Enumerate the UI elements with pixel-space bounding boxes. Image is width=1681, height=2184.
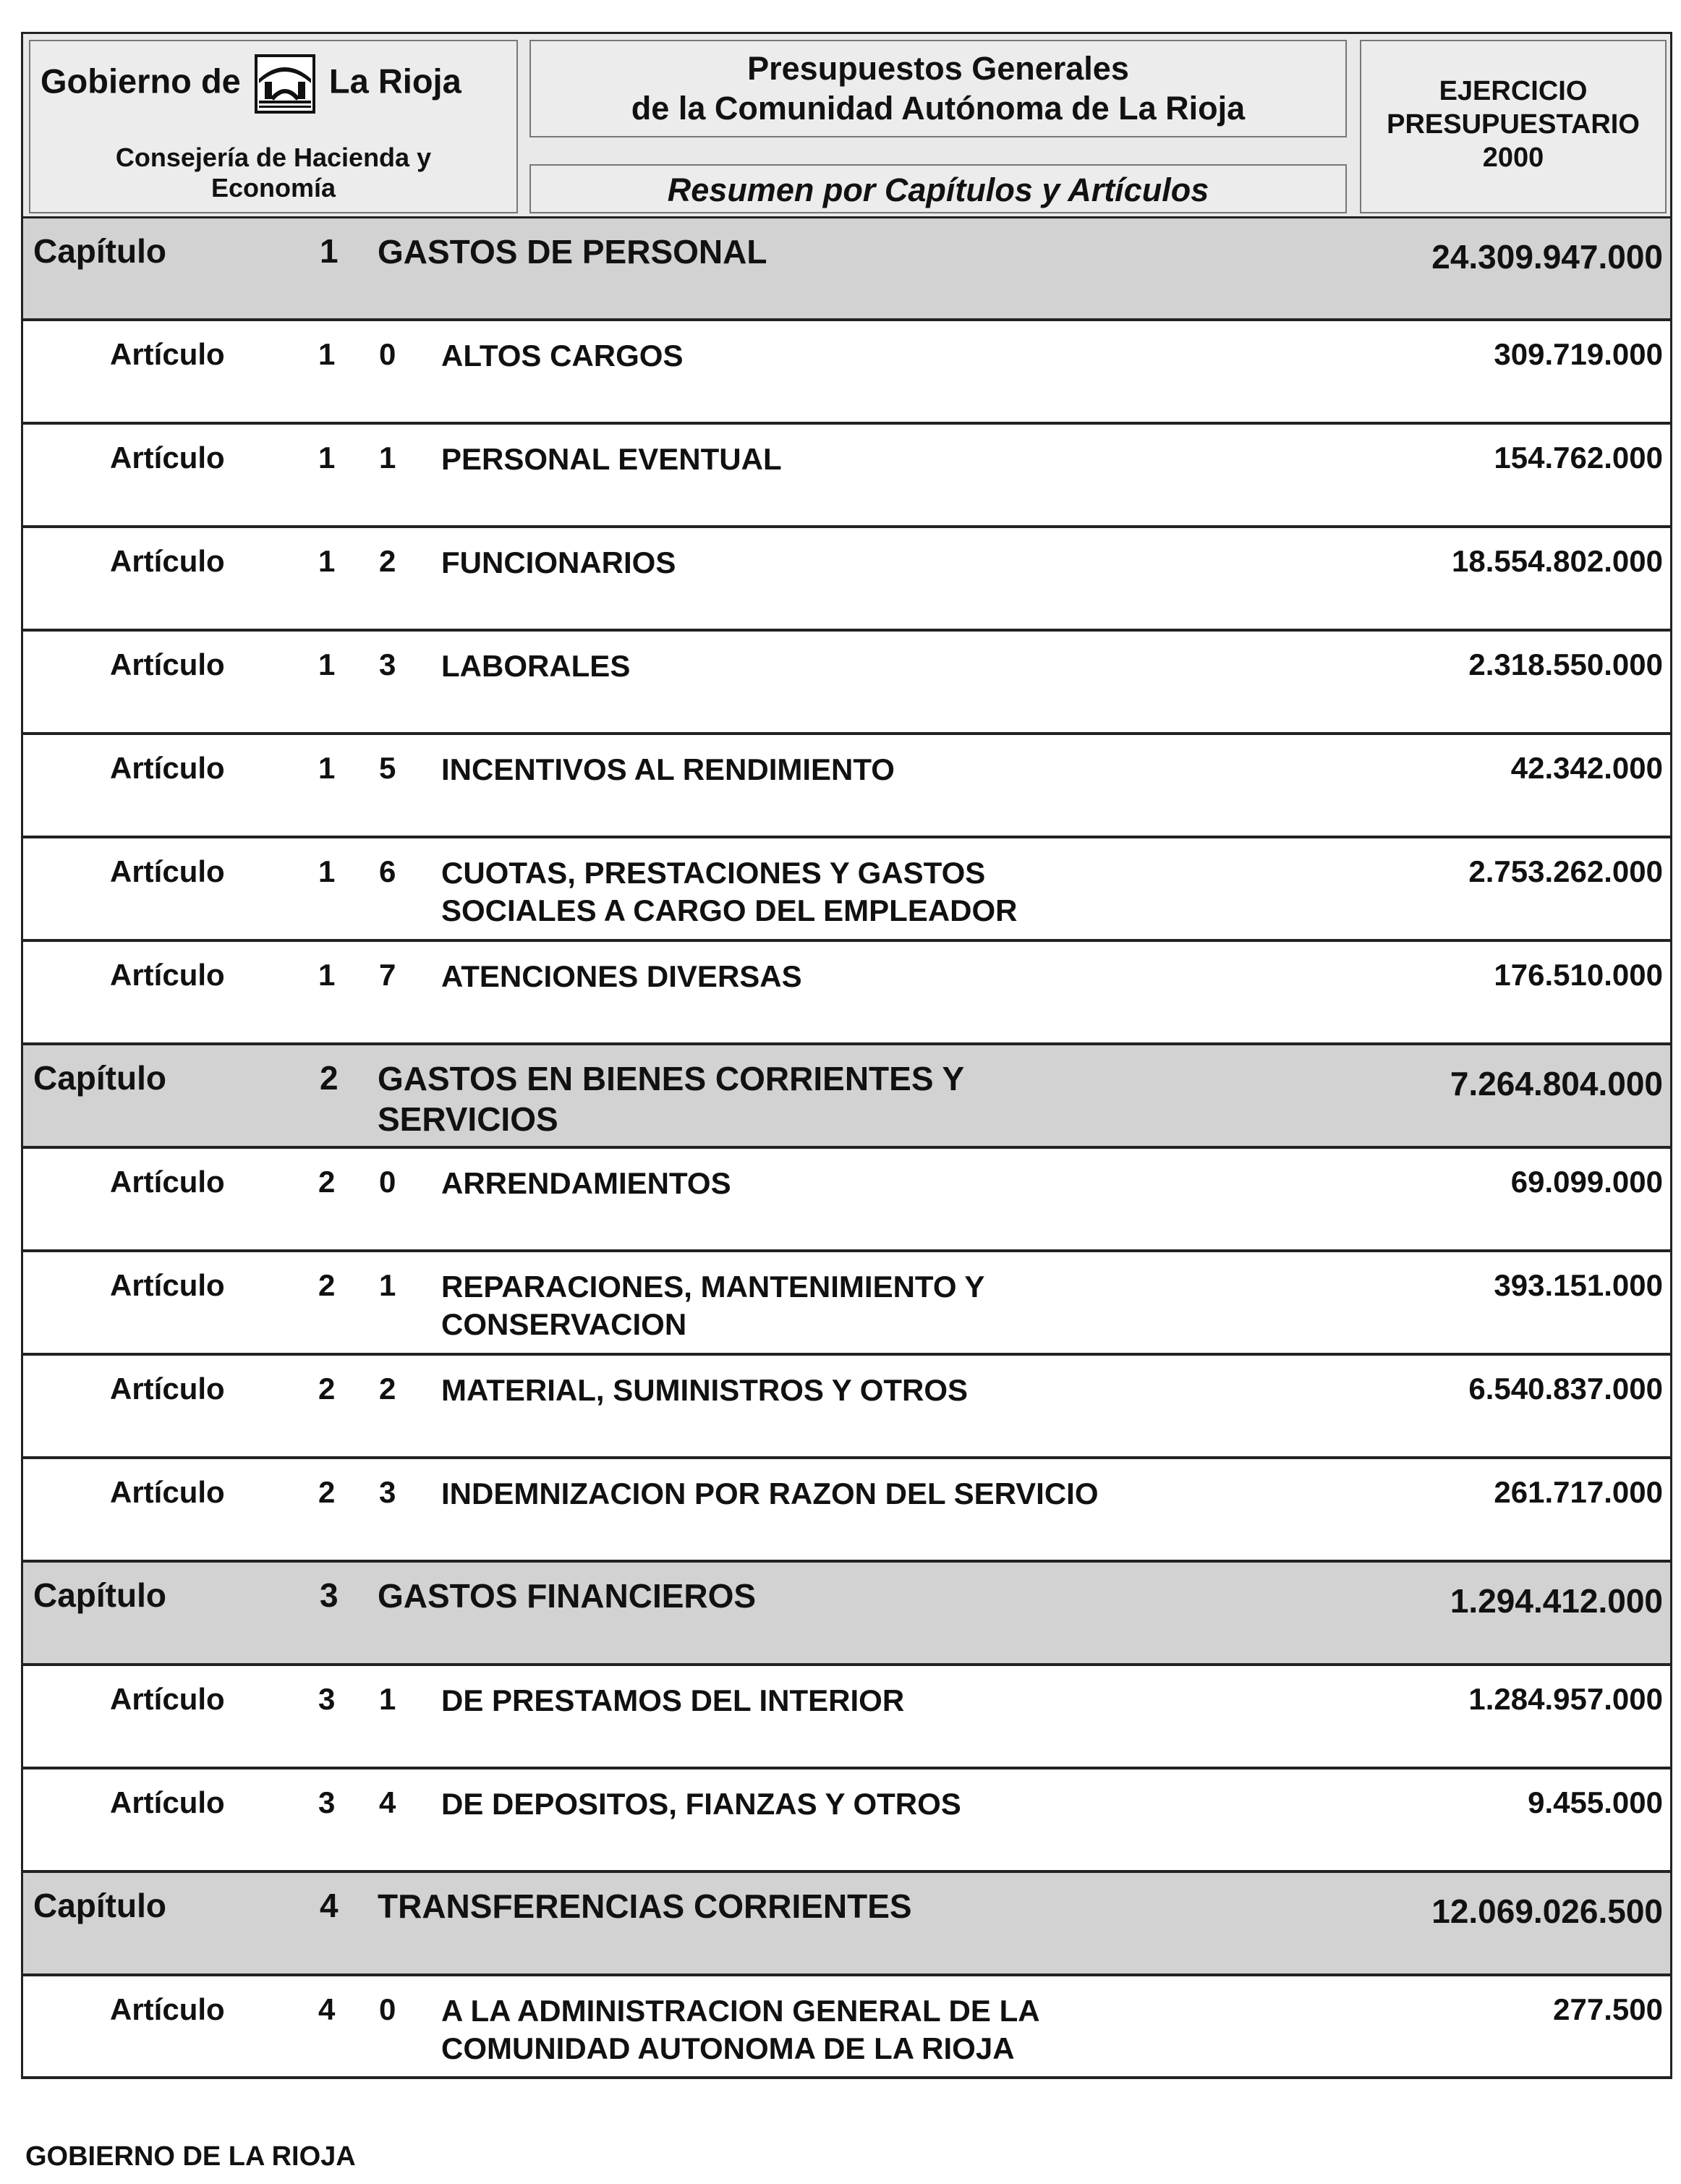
article-row	[21, 321, 1672, 425]
article-chapter-number: 2	[318, 1372, 336, 1406]
article-label: Artículo	[110, 1992, 225, 2026]
article-label: Artículo	[110, 441, 225, 475]
row-description: GASTOS DE PERSONAL	[378, 233, 767, 271]
consejeria	[30, 143, 516, 203]
article-label: Artículo	[110, 958, 225, 992]
article-number: 6	[379, 854, 396, 888]
row-amount: 69.099.000	[1510, 1165, 1663, 1199]
row-amount: 7.264.804.000	[1450, 1065, 1663, 1102]
consejeria-line2: Economía	[210, 173, 336, 203]
row-amount: 9.455.000	[1528, 1785, 1663, 1819]
article-number: 0	[379, 337, 396, 371]
article-number: 4	[379, 1785, 396, 1819]
row-description: TRANSFERENCIAS CORRIENTES	[378, 1887, 912, 1925]
row-description: FUNCIONARIOS	[441, 545, 676, 579]
government-box	[29, 40, 518, 213]
chapter-row	[21, 1045, 1672, 1149]
article-row	[21, 1976, 1672, 2079]
row-description: MATERIAL, SUMINISTROS Y OTROS	[441, 1373, 969, 1407]
row-description: ATENCIONES DIVERSAS	[441, 959, 802, 993]
article-chapter-number: 1	[318, 647, 336, 681]
article-number: 2	[379, 544, 396, 578]
article-number: 1	[379, 441, 396, 475]
ejercicio-box	[1360, 40, 1667, 213]
article-row	[21, 1666, 1672, 1769]
article-chapter-number: 2	[318, 1165, 336, 1199]
article-label: Artículo	[110, 544, 225, 578]
article-chapter-number: 1	[318, 854, 336, 888]
row-description: INDEMNIZACION POR RAZON DEL SERVICIO	[441, 1476, 1099, 1510]
chapter-row	[21, 1563, 1672, 1666]
row-amount: 1.294.412.000	[1450, 1582, 1663, 1620]
article-number: 7	[379, 958, 396, 992]
row-description: REPARACIONES, MANTENIMIENTO Y CONSERVACION	[441, 1270, 985, 1341]
chapter-label: Capítulo	[33, 232, 166, 270]
article-row	[21, 425, 1672, 528]
article-label: Artículo	[110, 1475, 225, 1509]
article-row	[21, 838, 1672, 942]
title-line2: de la Comunidad Autónoma de La Rioja	[631, 90, 1246, 127]
article-row	[21, 1252, 1672, 1356]
la-rioja-logo-icon	[255, 54, 315, 114]
article-chapter-number: 2	[318, 1475, 336, 1509]
article-label: Artículo	[110, 1165, 225, 1199]
chapter-label: Capítulo	[33, 1887, 166, 1924]
row-description: INCENTIVOS AL RENDIMIENTO	[441, 752, 895, 786]
row-amount: 261.717.000	[1494, 1475, 1663, 1509]
row-description: ARRENDAMIENTOS	[441, 1166, 731, 1200]
chapter-row	[21, 1873, 1672, 1976]
article-chapter-number: 1	[318, 337, 336, 371]
article-row	[21, 1459, 1672, 1563]
chapter-label: Capítulo	[33, 1576, 166, 1614]
article-label: Artículo	[110, 1785, 225, 1819]
article-label: Artículo	[110, 1682, 225, 1716]
row-amount: 393.151.000	[1494, 1268, 1663, 1302]
row-description: GASTOS EN BIENES CORRIENTES Y SERVICIOS	[378, 1060, 965, 1138]
row-description: LABORALES	[441, 649, 631, 683]
article-chapter-number: 3	[318, 1785, 336, 1819]
article-chapter-number: 1	[318, 958, 336, 992]
chapter-number: 2	[320, 1059, 339, 1097]
budget-table	[21, 218, 1672, 2079]
article-row	[21, 942, 1672, 1045]
chapter-number: 1	[320, 232, 339, 270]
article-row	[21, 1149, 1672, 1252]
row-description: DE DEPOSITOS, FIANZAS Y OTROS	[441, 1787, 961, 1821]
article-label: Artículo	[110, 751, 225, 785]
chapter-row	[21, 218, 1672, 321]
article-number: 3	[379, 647, 396, 681]
article-number: 5	[379, 751, 396, 785]
article-chapter-number: 1	[318, 441, 336, 475]
chapter-number: 4	[320, 1887, 339, 1924]
ejercicio-year: 2000	[1482, 143, 1544, 173]
row-amount: 2.318.550.000	[1468, 647, 1663, 681]
article-row	[21, 632, 1672, 735]
article-row	[21, 528, 1672, 632]
ejercicio-line2: PRESUPUESTARIO	[1387, 109, 1640, 140]
row-amount: 18.554.802.000	[1452, 544, 1663, 578]
title-line1: Presupuestos Generales	[747, 50, 1129, 87]
article-number: 0	[379, 1165, 396, 1199]
gov-suffix: La Rioja	[328, 61, 461, 101]
budget-document	[21, 32, 1672, 2079]
article-number: 3	[379, 1475, 396, 1509]
row-amount: 42.342.000	[1510, 751, 1663, 785]
government-name	[41, 54, 461, 114]
row-description: DE PRESTAMOS DEL INTERIOR	[441, 1683, 905, 1717]
row-amount: 12.069.026.500	[1431, 1892, 1663, 1930]
row-description: GASTOS FINANCIEROS	[378, 1577, 757, 1615]
article-label: Artículo	[110, 854, 225, 888]
row-description: A LA ADMINISTRACION GENERAL DE LA COMUNIDAD AUTONOMA DE LA RIOJA	[441, 1994, 1040, 2065]
article-row	[21, 1769, 1672, 1873]
document-header	[21, 32, 1672, 218]
article-number: 2	[379, 1372, 396, 1406]
article-row	[21, 735, 1672, 838]
row-amount: 2.753.262.000	[1468, 854, 1663, 888]
chapter-label: Capítulo	[33, 1059, 166, 1097]
article-label: Artículo	[110, 647, 225, 681]
consejeria-line1: Consejería de Hacienda y	[115, 143, 432, 172]
article-chapter-number: 2	[318, 1268, 336, 1302]
subtitle: Resumen por Capítulos y Artículos	[667, 171, 1209, 208]
row-description: ALTOS CARGOS	[441, 339, 684, 373]
subtitle-box	[529, 164, 1347, 213]
row-description: PERSONAL EVENTUAL	[441, 442, 782, 476]
row-amount: 309.719.000	[1494, 337, 1663, 371]
ejercicio-line1: EJERCICIO	[1439, 76, 1588, 106]
row-amount: 24.309.947.000	[1431, 238, 1663, 276]
article-chapter-number: 4	[318, 1992, 336, 2026]
article-number: 1	[379, 1268, 396, 1302]
article-chapter-number: 1	[318, 544, 336, 578]
gov-prefix: Gobierno de	[41, 61, 241, 101]
footer: GOBIERNO DE LA RIOJA	[25, 2141, 356, 2172]
article-label: Artículo	[110, 1268, 225, 1302]
row-amount: 1.284.957.000	[1468, 1682, 1663, 1716]
article-label: Artículo	[110, 1372, 225, 1406]
title-box	[529, 40, 1347, 137]
chapter-number: 3	[320, 1576, 339, 1614]
article-number: 0	[379, 1992, 396, 2026]
row-amount: 277.500	[1553, 1992, 1663, 2026]
article-chapter-number: 3	[318, 1682, 336, 1716]
article-chapter-number: 1	[318, 751, 336, 785]
row-description: CUOTAS, PRESTACIONES Y GASTOS SOCIALES A CARGO DEL EMPLEADOR	[441, 856, 1018, 927]
article-row	[21, 1356, 1672, 1459]
article-label: Artículo	[110, 337, 225, 371]
row-amount: 6.540.837.000	[1468, 1372, 1663, 1406]
article-number: 1	[379, 1682, 396, 1716]
row-amount: 154.762.000	[1494, 441, 1663, 475]
row-amount: 176.510.000	[1494, 958, 1663, 992]
